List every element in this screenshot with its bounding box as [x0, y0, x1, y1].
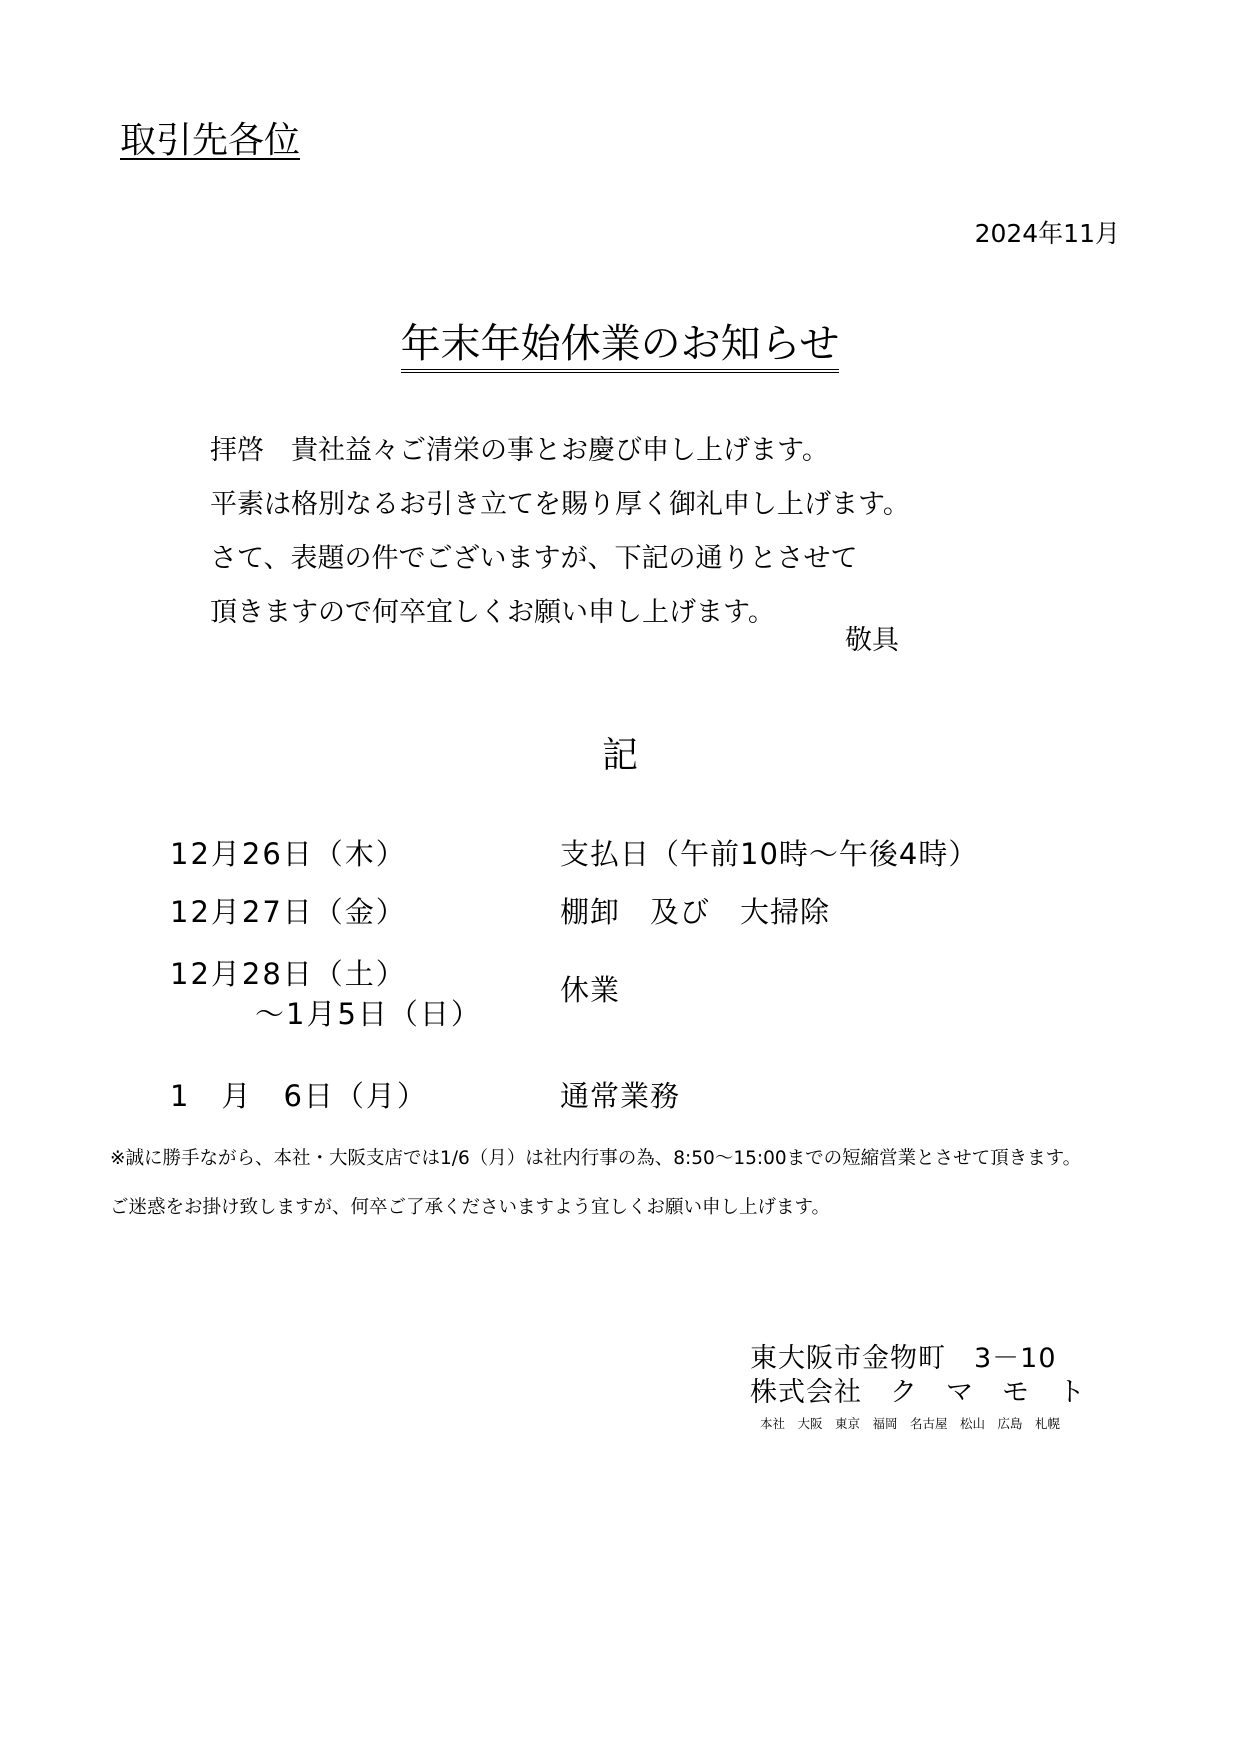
greeting-line: 頂きますので何卒宜しくお願い申し上げます。 [210, 597, 775, 628]
schedule-date: 12月27日（金） [170, 895, 407, 929]
greeting-line: さて、表題の件でございますが、下記の通りとさせて [210, 543, 858, 574]
greeting-line: 拝啓 貴社益々ご清栄の事とお慶び申し上げます。 [210, 435, 829, 466]
schedule-description: 通常業務 [560, 1079, 681, 1113]
document-title-text: 年末年始休業のお知らせ [401, 321, 840, 373]
schedule-description: 支払日（午前10時～午後4時） [560, 837, 979, 871]
schedule-date: 12月26日（木） [170, 837, 407, 871]
schedule-description: 休業 [560, 973, 621, 1007]
document-title [0, 312, 1240, 369]
schedule-date-end: ～1月5日（日） [255, 997, 482, 1031]
note-line: ご迷惑をお掛け致しますが、何卒ご了承くださいますよう宜しくお願い申し上げます。 [110, 1197, 831, 1218]
greeting-paragraph [210, 424, 910, 640]
company-branches: 本社 大阪 東京 福岡 名古屋 松山 広島 札幌 [760, 1416, 1061, 1431]
closing-word: 敬具 [845, 625, 899, 656]
schedule-description: 棚卸 及び 大掃除 [560, 895, 831, 929]
greeting-line: 平素は格別なるお引き立てを賜り厚く御礼申し上げます。 [210, 489, 910, 520]
issue-date: 2024年11月 [974, 219, 1120, 248]
schedule-date: 1 月 6日（月） [170, 1079, 428, 1113]
recipient-heading: 取引先各位 [120, 120, 301, 161]
section-marker-ki: 記 [601, 735, 638, 776]
note-line: ※誠に勝手ながら、本社・大阪支店では1/6（月）は社内行事の為、8:50～15:00までの短縮営業とさせて頂きます。 [110, 1148, 1082, 1169]
company-name: 株式会社 ク マ モ ト [750, 1377, 1086, 1408]
schedule-date: 12月28日（土） [170, 957, 407, 991]
company-address: 東大阪市金物町 3－10 [750, 1343, 1057, 1374]
